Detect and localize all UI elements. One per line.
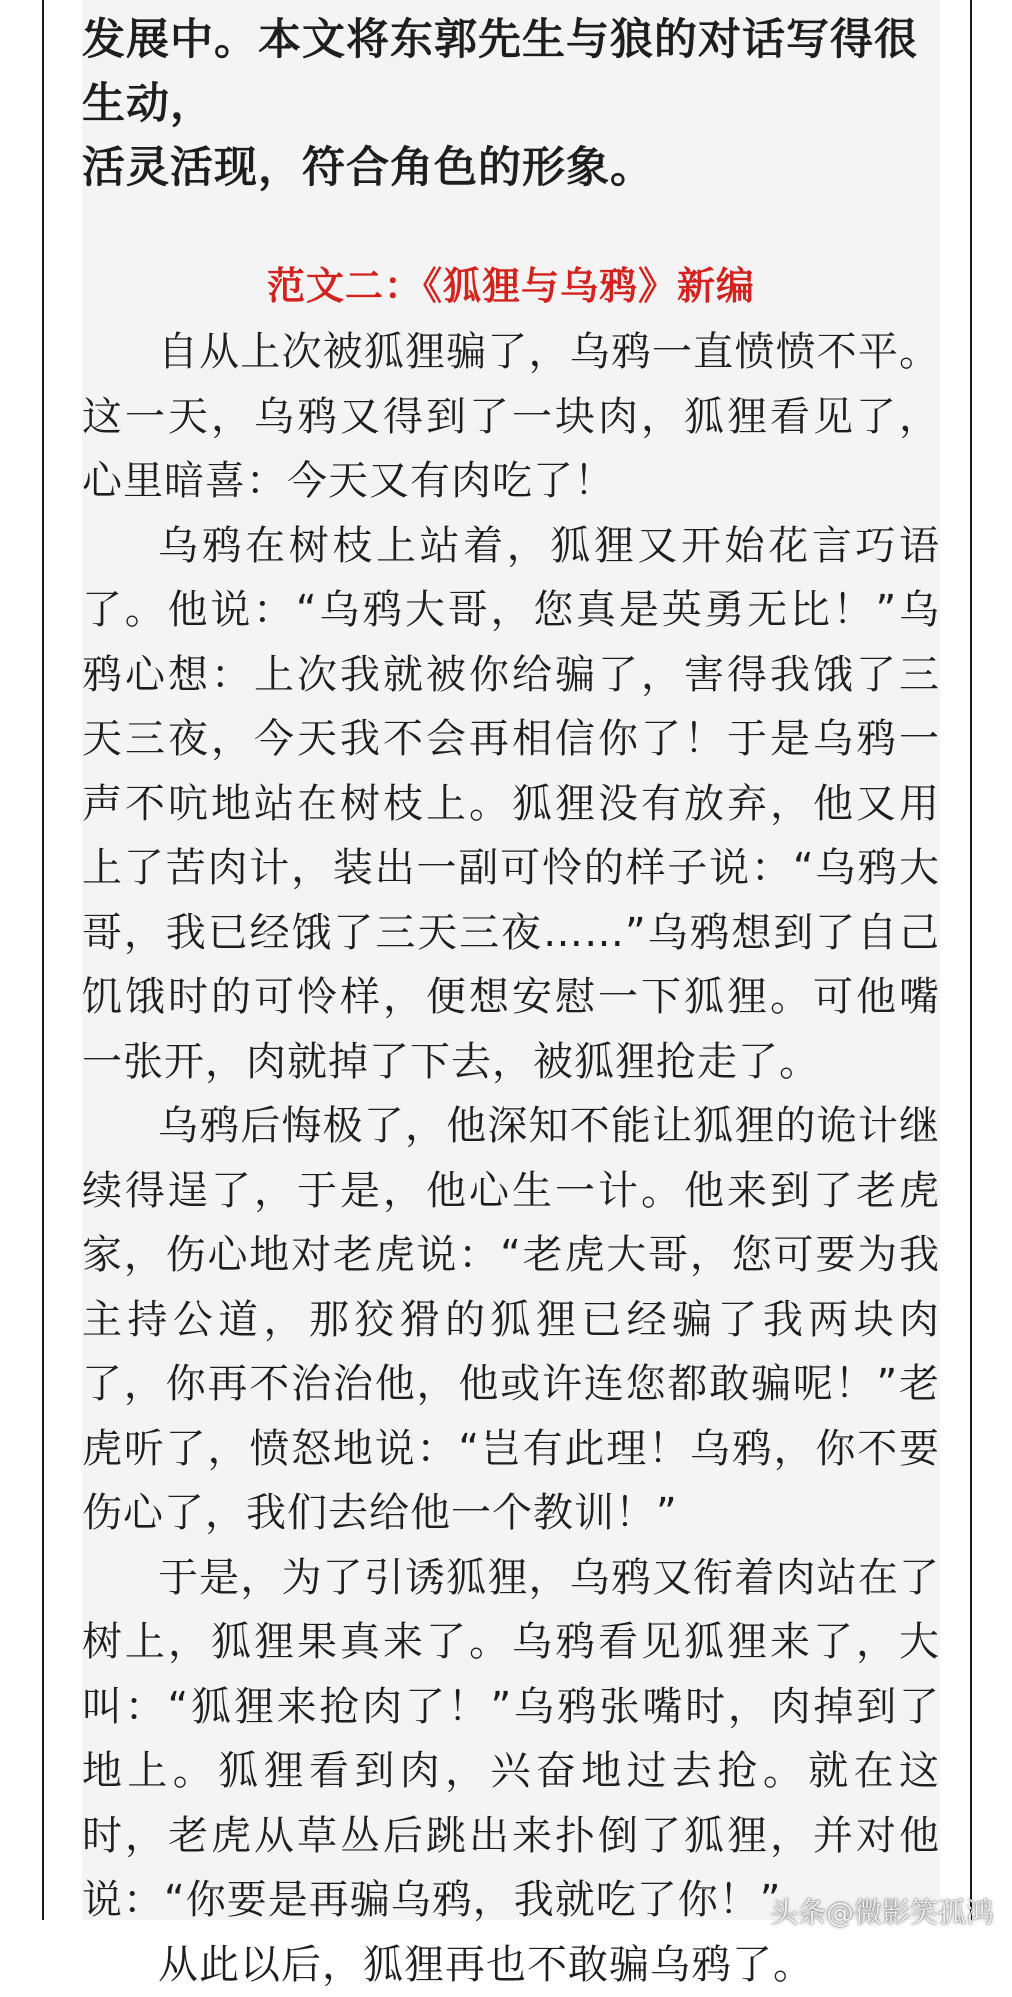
paragraph: 自从上次被狐狸骗了，乌鸦一直愤愤不平。这一天，乌鸦又得到了一块肉，狐狸看见了，心里暗喜：今天又有肉吃了！ [82, 320, 940, 514]
article-content [82, 8, 940, 1997]
paragraph: 乌鸦在树枝上站着，狐狸又开始花言巧语了。他说：“乌鸦大哥，您真是英勇无比！”乌鸦心想：上次我就被你给骗了，害得我饿了三天三夜，今天我不会再相信你了！于是乌鸦一声不吭地站在树枝上。狐狸没有放弃，他又用上了苦肉计，装出一副可怜的样子说：“乌鸦大哥，我已经饿了三天三夜……”乌鸦想到了自己饥饿时的可怜样，便想安慰一下狐狸。可他嘴一张开，肉就掉了下去，被狐狸抢走了。 [82, 514, 940, 1095]
watermark-text: 头条@微影笑孤鸿 [770, 1891, 994, 1931]
right-border-line [970, 0, 972, 1920]
left-border-line [42, 0, 44, 1920]
paragraph: 从此以后，狐狸再也不敢骗乌鸦了。 [82, 1933, 940, 1997]
paragraph: 乌鸦后悔极了，他深知不能让狐狸的诡计继续得逞了，于是，他心生一计。他来到了老虎家，伤心地对老虎说：“老虎大哥，您可要为我主持公道，那狡猾的狐狸已经骗了我两块肉了，你再不治治他，他或许连您都敢骗呢！”老虎听了，愤怒地说：“岂有此理！乌鸦，你不要伤心了，我们去给他一个教训！” [82, 1094, 940, 1546]
section-title: 范文二：《狐狸与乌鸦》新编 [82, 256, 940, 316]
lead-line: 活灵活现，符合角色的形象。 [82, 136, 940, 200]
article-page [82, 0, 940, 1920]
paragraph: 于是，为了引诱狐狸，乌鸦又衔着肉站在了树上，狐狸果真来了。乌鸦看见狐狸来了，大叫：“狐狸来抢肉了！”乌鸦张嘴时，肉掉到了地上。狐狸看到肉，兴奋地过去抢。就在这时，老虎从草丛后跳出来扑倒了狐狸，并对他说：“你要是再骗乌鸦，我就吃了你！” [82, 1546, 940, 1933]
lead-line: 发展中。本文将东郭先生与狼的对话写得很生动， [82, 8, 940, 136]
